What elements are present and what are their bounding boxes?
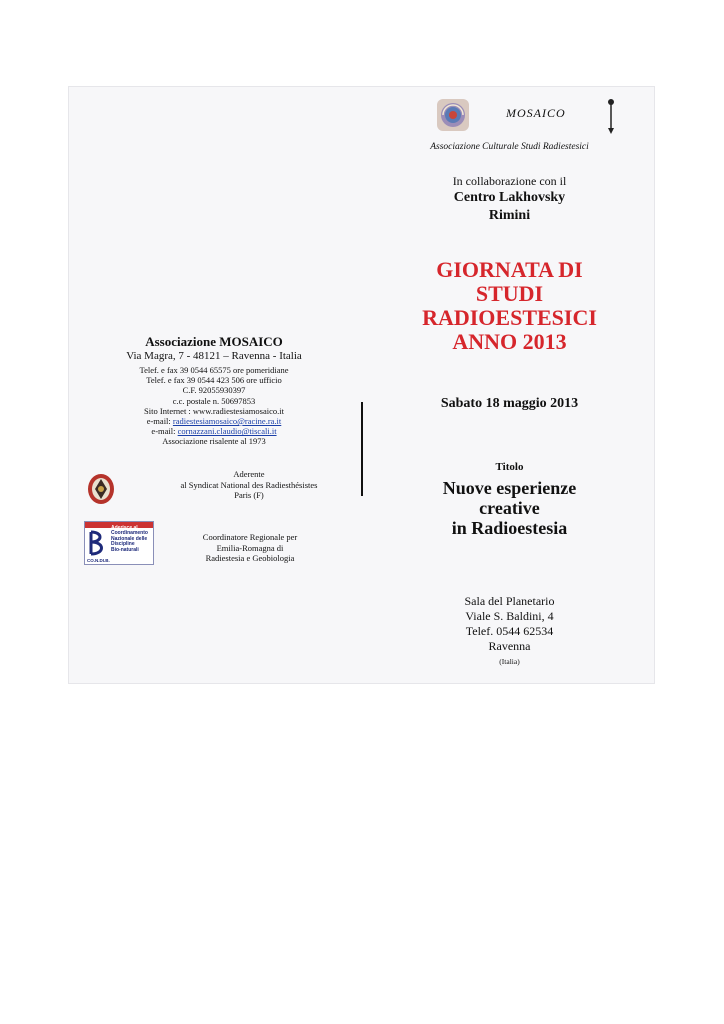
cndb-acronym: CO.N.DI.B.	[87, 558, 110, 563]
event-date: Sabato 18 maggio 2013	[440, 396, 579, 411]
coordinatore-line: Radiestesia e Geobiologia	[205, 553, 295, 563]
syndicat-text	[138, 469, 360, 501]
cndb-emblem-icon	[87, 530, 109, 556]
event-headline	[364, 258, 655, 354]
title-label: Titolo	[495, 461, 524, 473]
fold-line	[361, 402, 363, 496]
title-line: creative	[479, 498, 540, 518]
email-link-2[interactable]: cornazzani.claudio@tiscali.it	[177, 426, 277, 437]
email-prefix: e-mail:	[151, 426, 178, 437]
venue-line: Telef. 0544 62534	[465, 624, 554, 638]
collaboration-line: In collaborazione con il	[452, 174, 567, 188]
venue-line: Viale S. Baldini, 4	[465, 609, 554, 623]
contact-line: Telef. e fax 39 0544 65575 ore pomeridiane	[139, 365, 289, 375]
title-line: Nuove esperienze	[442, 478, 577, 498]
venue-line: Ravenna	[488, 639, 531, 653]
centro-name: Centro Lakhovsky	[453, 190, 566, 205]
cndb-logo-line: Coordinamento	[111, 530, 148, 537]
headline-line: GIORNATA DI	[436, 257, 583, 282]
cndb-logo-line: Discipline	[111, 541, 135, 548]
contact-line: c.c. postale n. 50697853	[172, 395, 256, 406]
cndb-logo-line: Nazionale delle	[111, 535, 148, 542]
cndb-logo-line: Aderisce al	[111, 525, 138, 531]
headline-line: ANNO 2013	[452, 329, 567, 354]
syndicat-line: al Syndicat National des Radiesthésistes	[180, 479, 318, 490]
syndicat-medallion-icon	[86, 472, 116, 506]
email-prefix: e-mail:	[146, 416, 173, 427]
venue-line: Sala del Planetario	[464, 594, 555, 608]
title-line: in Radioestesia	[451, 518, 568, 538]
left-panel	[68, 86, 360, 684]
contact-line: C.F. 92055930397	[182, 385, 246, 396]
headline-line: STUDI	[475, 281, 544, 306]
venue-block	[364, 594, 655, 669]
syndicat-line: Paris (F)	[234, 490, 264, 500]
centro-city: Rimini	[488, 208, 531, 223]
association-subtitle: Associazione Culturale Studi Radiestesici	[430, 142, 589, 152]
email-link-1[interactable]: radiestesiamosaico@racine.ra.it	[172, 416, 282, 427]
cndb-logo-line: Bio-naturali	[111, 546, 139, 553]
contact-line: Sito Internet : www.radiestesiamosaico.it	[144, 405, 284, 416]
venue-country: (Italia)	[499, 657, 520, 666]
headline-line: RADIOESTESICI	[422, 305, 597, 330]
mosaico-spiral-logo-icon	[436, 98, 470, 132]
cndb-logo	[84, 521, 154, 565]
mosaico-brand: MOSAICO	[506, 106, 566, 120]
association-title: Associazione MOSAICO	[145, 334, 283, 349]
brochure-sheet	[68, 86, 655, 684]
coordinatore-line: Coordinatore Regionale per	[202, 532, 298, 542]
coordinatore-line: Emilia-Romagna di	[216, 542, 284, 553]
syndicat-line: Aderente	[233, 469, 265, 479]
email-line	[68, 416, 360, 426]
association-address: Via Magra, 7 - 48121 – Ravenna - Italia	[126, 350, 302, 362]
coordinatore-text	[180, 532, 320, 564]
contact-line: Telef. e fax 39 0544 423 506 ore ufficio	[146, 375, 282, 386]
right-panel	[364, 86, 655, 684]
event-title	[364, 478, 655, 538]
pendulum-icon	[604, 98, 618, 134]
email-line	[68, 426, 360, 436]
cndb-logo-text	[111, 526, 153, 553]
contact-block	[68, 365, 360, 447]
founded-line: Associazione risalente al 1973	[162, 436, 266, 447]
